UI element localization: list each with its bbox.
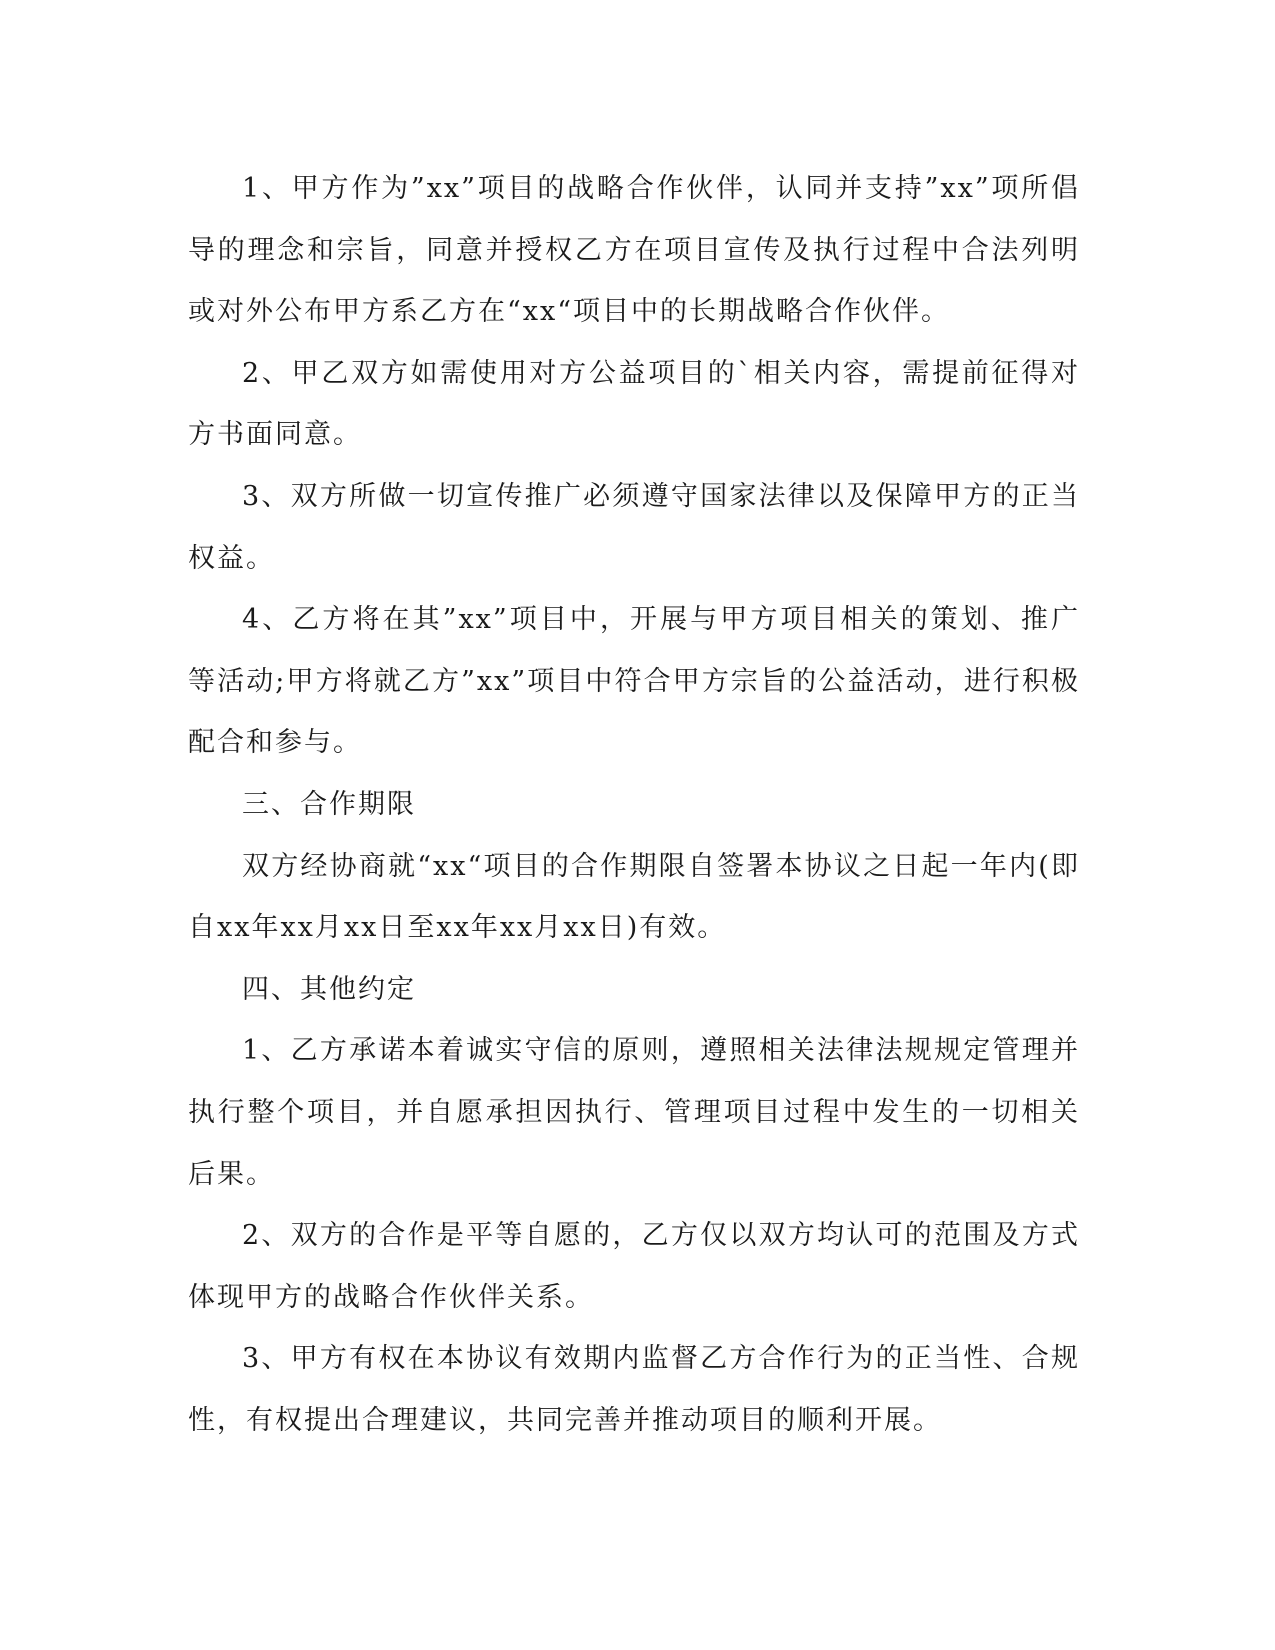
clause-2-content-usage: 2、甲乙双方如需使用对方公益项目的`相关内容，需提前征得对方书面同意。	[188, 357, 1080, 451]
section-heading-cooperation-term: 三、合作期限	[242, 788, 416, 820]
document-body	[188, 158, 1080, 1451]
other-clause-3-supervision: 3、甲方有权在本协议有效期内监督乙方合作行为的正当性、合规性，有权提出合理建议，共同完善并推动项目的顺利开展。	[188, 1343, 1080, 1436]
cooperation-term-text: 双方经协商就“xx“项目的合作期限自签署本协议之日起一年内(即自xx年xx月xx日至xx年xx月xx日)有效。	[188, 850, 1080, 944]
clause-1-strategic-partner: 1、甲方作为”xx”项目的战略合作伙伴，认同并支持”xx”项所倡导的理念和宗旨，同意并授权乙方在项目宣传及执行过程中合法列明或对外公布甲方系乙方在“xx“项目中的长期战略合作伙伴。	[188, 173, 1080, 328]
clause-3-legal-compliance: 3、双方所做一切宣传推广必须遵守国家法律以及保障甲方的正当权益。	[188, 480, 1080, 574]
other-clause-1-integrity: 1、乙方承诺本着诚实守信的原则，遵照相关法律法规规定管理并执行整个项目，并自愿承担因执行、管理项目过程中发生的一切相关后果。	[188, 1035, 1080, 1190]
section-heading-other-agreements: 四、其他约定	[242, 973, 416, 1005]
clause-4-promotion-activities: 4、乙方将在其”xx”项目中，开展与甲方项目相关的策划、推广等活动;甲方将就乙方”xx”项目中符合甲方宗旨的公益活动，进行积极配合和参与。	[188, 604, 1080, 759]
other-clause-2-equality: 2、双方的合作是平等自愿的，乙方仅以双方均认可的范围及方式体现甲方的战略合作伙伴关系。	[188, 1220, 1080, 1313]
